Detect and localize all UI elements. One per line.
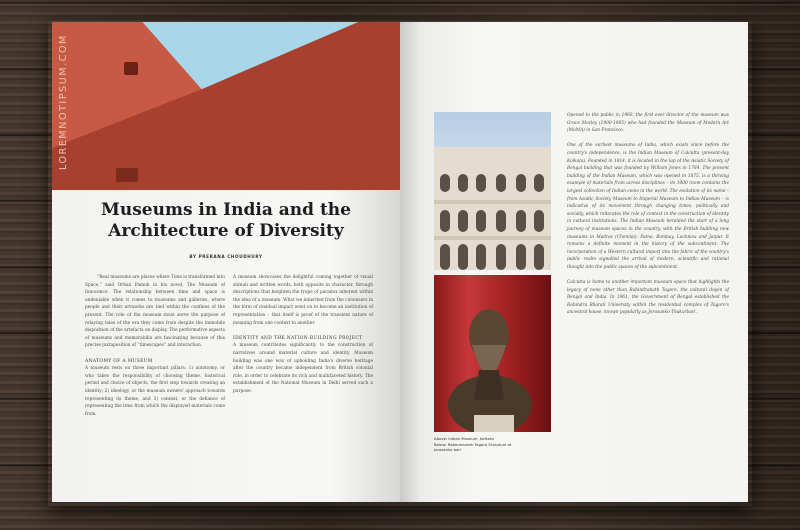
photo-caption [434,436,564,453]
article-title [52,200,400,242]
paragraph: Calcutta is home to another important museum space that highlights the legacy of none other than Rabindranath Tagore, the cultural doyen of Bengal and India. In 1961, the Government of Bengal established the Rabindra Bharati University within the residential complex of Tagore's ancestral house, known popularly as Jorasanko Thakurbari. [567,280,729,316]
title-line-2: Architecture of Diversity [108,221,344,241]
paragraph: A museum contributes significantly to the construction of narratives around material culture and identity. Museum building was one way of upholding India's diverse heritage after the country became independent from British colonial rule, in order to celebrate its rich and multifaceted history. The establishment of the National Museum in Delhi served such a purpose. [233,343,373,394]
left-page [52,22,400,502]
paragraph: One of the earliest museums of India, which exists since before the country's independence, is the Indian Museum of Calcutta (present-day Kolkata). Founded in 1814, it is located in the lap of the Asiatic Society of Bengal building that was founded by William Jones in 1784. The present building of the Indian Museum, which was opened in 1875, is a thriving example of materials from across disciplines – its 1000 room contains the largest collection of Indian coins in the world. The evolution of its name – from Asiatic Society Museum to Imperial Museum to Indian Museum – is indicative of its movement through changing times, politically and socially, which reiterates the role of context in the construction of identity in cultural institutions. The Indian Museum heralded the start of a long journey of museum spaces in the country, with the British building new museums in Madras (Chennai), Patna, Bombay, Lucknow and Jaipur. It remains a definite moment in the history of the subcontinent. The incorporation of a Western cultural import into the fabric of the country's public realm signalled the arrival of modern, scientific and rational thought into the public spaces of the subcontinent. [567,143,729,270]
byline: BY PRERANA CHOUDHURY [189,254,263,259]
paragraph: A museum showcases the delightful coming together of visual stimuli and written words, both opposite in character, through descriptions that heighten the trope of paradox inherent within the idea of a museum. What we inherited from the colonisers in the form of residual impact went on to become an institution of representation – that itself is proof of the transient nature of meaning from one context to another. [233,275,373,326]
tagore-sculpture-photo [434,275,551,432]
section-heading: IDENTITY AND THE NATION-BUILDING PROJECT [233,335,363,341]
section-heading: ANATOMY OF A MUSEUM [85,358,153,364]
article-column-2 [233,274,373,403]
caption-below: Below: Rabindranath Tagore Sculpture at Jorasanko bari [434,441,512,453]
article-column-1 [85,274,225,426]
paragraph: Opened to the public in 1960, the first ever director of the museum was Grace Morley (1900-1985) who had founded the Museum of Modern Art (MoMA) in San Francisco. [567,113,729,134]
caption-above: Above: Indian Museum, Kolkata [434,436,494,441]
indian-museum-photo [434,112,551,270]
article-column-3 [567,112,729,325]
title-line-1: Museums in India and the [101,200,351,220]
website-vertical-text: LOREMNOTIPSUM.COM [58,34,69,170]
right-page [400,22,748,502]
hero-photo-red-walls [52,22,400,190]
paragraph: “Real museums are places where Time is transformed into Space,” said Orhan Pamuk in his novel, The Museum of Innocence. The relationship between time and space is undeniable when it comes to museums and galleries, where people and their artworks are tied within the confines of the present. The role of the museum must serve the purpose of relaying tales of the era they come from despite the immobile disposition of the artefacts on display. The performative aspects of museums and memorabilia are fascinating because of this precise juxtaposition of “timescapes” and interaction. [85,275,225,349]
paragraph: A museum rests on three important pillars: 1) autonomy, or who takes the responsibility of choosing theme, historical period and choice of objects, the first step towards creating an identity; 2) ideology, or the museum owners' approach towards representing its theme, and 3) context, or the defiance of representing the time from which the displayed materials come from. [85,366,225,417]
